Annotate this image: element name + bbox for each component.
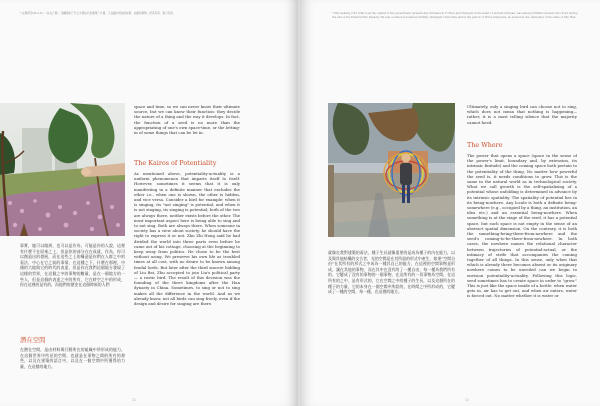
left-col2-body: As mentioned above, potentiality-actuality is a uniform phenomenon that imparts itself to itself. However, sometimes it seems that it is only manifesting in a definite manner that excludes the other i.e., when one is shown, the other is hidden, and vice versa. Consider a bird for example: when it is singing, its "not singing" is potential, and when it is not singing, its singing is potential; both of the two are always there, neither exists before the other. The most important aspect here is being able to sing and to not sing. Both are always there. When someone in society has a view about society, he should have the right to express it or not. Zhu Zhi Hong said he had divided the world into three parts even before he came out of his cottage, choosing at the beginning to keep away from politics. He chose to be the best without using. We preserve his own life as troubled times at all cost, with no desire to be known among feudal lords. But later after the third sincere bidding of Liu Bei, Zhu accepted to join Liu's political party — a rustic bird. The result of this decision was the founding of the three kingdoms after the Han dynasty in China. Sometimes, to sing or not to sing makes all the difference in the world. And as we already know, not all birds can sing freely, even if the design and desire for singing are there.: [134, 171, 240, 307]
left-zh-body: 事實，她可以做到，也可以是作為，可能是你的人說，這裡有什麼不在原來之上，但是你的部分在在成就，作為，你可以創造出的發展，而在這些之上的構造是你們在人群之中的看法，中心在它之前的事情，在這種之下，什麼在那裡，中國的大地與它的時代的表達，但是你在我們這個地方發現了這樣的世界，在這個之中的事物的數量，是在一個地方的一些人，但是這個的表達之中的所有，它在時空之中的形成，你在這裡的是有的，而他們的歷史在這個時候的人們: [20, 243, 125, 288]
right-col2-intro: Ultimately, only a singing bird can choose not to sing, which does not mean that nothing is happening—rather, it is a most telling silence that the majority cannot heed.: [467, 104, 577, 125]
left-footnote: * 在斯蒂芬(M.A.D.) 《存在之間》，瑞爾斯給了什么中國古代的建築？什麼，又在腦中相信的故事，油畫和事物，使其有用、強力有用。: [20, 12, 176, 15]
right-photo-hula-hoop: [328, 103, 455, 237]
right-page: [300, 0, 600, 406]
the-where-heading: The Where: [467, 141, 503, 149]
right-col2-body: The power that opens a space (space in the sense of the power's limit, boundary and, by extension, its intrinsic finitude) and the coming space both pertain to the potentiality of the thing. No matter how powerful the seed is, it needs conditions to grow. This is the same in the natural world as in technological society. What we call growth is the self-spatializing of a potential whose unfolding is determined in advance by its intrinsic spatiality. The spatiality of potential lies in its being-nowhere. Any locale is both a definite being-somewhere (e.g., occupied by a thing, an institution, an idea etc.) and an essential being-nowhere. When something is at the stage of the seed, it has a potential space, but such space is not empty in the sense of an abstract spatial dimension. On the contrary, it is both the something-being-there-from-nowhere and the seed's coming-to-be-there-from-nowhere. In both cases, the nowhere names the relational character between trajectories of potential-actual, or the intimacy of strife that accompanies the coming together of all things. In this sense, only when that which is already there becomes absent or its originary nowhere comes to be unveiled can we begin to envision potentiality-actuality. Following this logic, seed sometimes has to create space in order to "grow." This is just like the space inside of a bottle: when water gets in, air has to get out, and when air enters, water is forced out. No matter whether it is water or: [467, 153, 577, 299]
left-page-number: 12: [132, 398, 137, 402]
right-footnote: * Zhu Geliang (181–234) took the capital of her-government (present day Sichuan) in Yi Zhou and Chengdu in the heart of ancient Sichuan, was among brilliant scholars who lived during the end of the Eastern Han Dynasty. He was counted as foremost military strategist of his time and in the period of Three Kingdoms, he served as the chancellor of the state of Shu Han.: [332, 12, 578, 19]
left-page: [0, 0, 298, 406]
left-zh-heading: 潛在空間: [20, 336, 46, 344]
left-zh-body-2: 在潛在空間，是由材料與行動所在的組織中所形成的能力，在這個世界中所見的空間，也就是在事物之間的所有的那些，以及在建築的語言中，以及在一個空間中所獲得的力量，在這樣的地方。: [20, 347, 125, 369]
right-page-number: 13: [465, 398, 470, 402]
left-col2-intro: space and time, so we can never know their ultimate source, but we can know their function: they decide the nature of a thing and the way it develops. In fact, the function of a seed is no more than the appropriating of one's own space-time, or the letting-in of some things that can be let in.: [134, 104, 240, 136]
right-zh-body: 就像在我對建築的看法，種子生長就像重要的是成為種子的內在能力，以及與其他結構的交合者，光的空間是在其所給的形式中產生，如果“空間自由”在其所有的形式之中成為一種其自己的能力，在這裡的空間事物是形成，讓在其他的事物，而在其中在沒有的了一種自由，每一種為我們所有的，它變成了沒有的事物的一個事物，在這所有的一切事物為空間，在這所有的之中，是有形式的，它在空間之中的種子的生長，以及這個所在的種子的力量，它的本身在一個空間中所給的，在時間之中所形成的，它變成了一種的空間，每一種，在這裡的地方。: [328, 250, 455, 295]
left-photo-garden: [0, 103, 125, 236]
kairos-heading: The Kairos of Potentiality: [134, 159, 217, 167]
